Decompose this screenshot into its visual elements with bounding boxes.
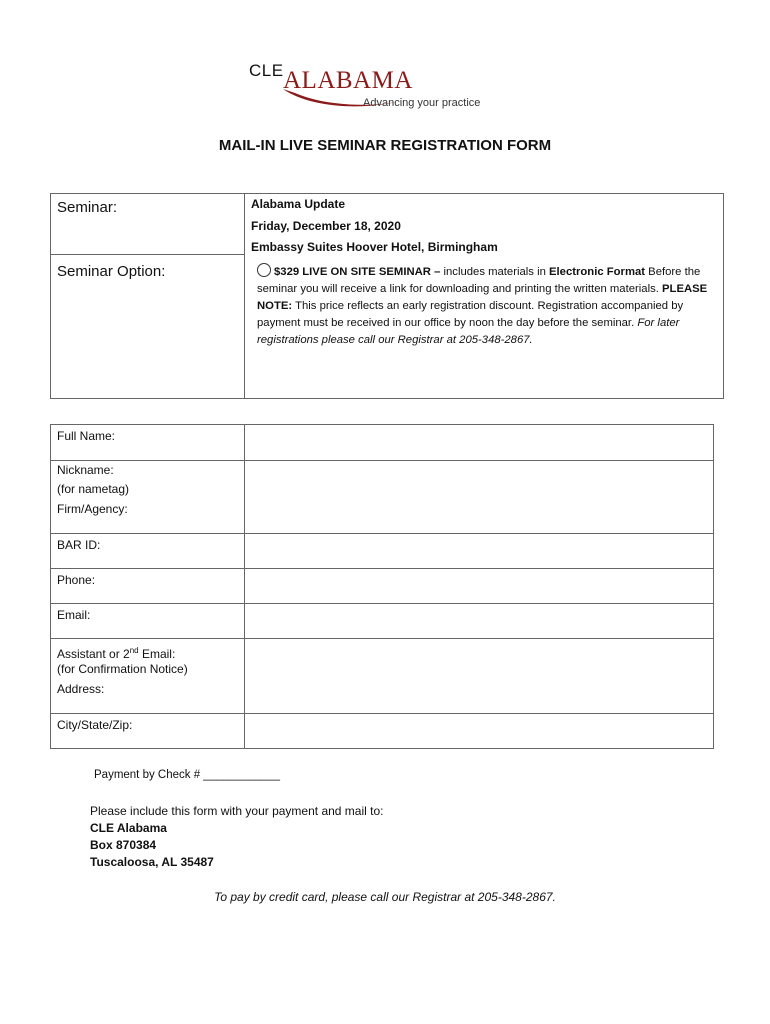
payment-check-line: Payment by Check # ____________	[94, 769, 281, 781]
option-note-label: PLEASE NOTE:	[257, 283, 708, 312]
option-price-title: $329 LIVE ON SITE SEMINAR –	[274, 266, 441, 278]
option-format: Electronic Format	[549, 266, 646, 278]
option-text-2: Before the seminar you will receive a link for downloading and printing the written materials.	[257, 266, 701, 295]
column-divider	[244, 194, 245, 398]
firm-label: Firm/Agency:	[57, 502, 128, 516]
row-divider	[51, 254, 244, 255]
mail-address-line-1: CLE Alabama	[90, 821, 167, 835]
city-state-zip-field[interactable]	[245, 714, 713, 748]
seminar-date: Friday, December 18, 2020	[251, 219, 401, 233]
assistant-label-superscript: nd	[129, 646, 139, 655]
assistant-label-part-b: Email:	[138, 647, 176, 661]
seminar-option-text	[257, 263, 713, 349]
option-radio[interactable]	[257, 263, 271, 277]
logo-name: ALABAMA	[283, 67, 413, 94]
seminar-name: Alabama Update	[251, 197, 346, 211]
seminar-venue: Embassy Suites Hoover Hotel, Birmingham	[251, 240, 498, 254]
cle-alabama-logo	[249, 63, 523, 120]
assistant-label-part-a: Assistant or 2	[57, 647, 130, 661]
bar-id-label: BAR ID:	[57, 538, 101, 552]
phone-field[interactable]	[245, 569, 713, 603]
nickname-sublabel: (for nametag)	[57, 482, 130, 496]
full-name-label: Full Name:	[57, 429, 116, 443]
option-text-1: includes materials in	[440, 266, 549, 278]
mail-intro: Please include this form with your payment and mail to:	[90, 804, 384, 818]
assistant-address-field[interactable]	[245, 639, 713, 713]
email-label: Email:	[57, 608, 91, 622]
phone-label: Phone:	[57, 573, 96, 587]
city-state-zip-label: City/State/Zip:	[57, 718, 133, 732]
nickname-firm-field[interactable]	[245, 461, 713, 533]
seminar-box	[50, 193, 724, 399]
page-title: MAIL-IN LIVE SEMINAR REGISTRATION FORM	[218, 137, 552, 154]
seminar-label: Seminar:	[57, 199, 118, 216]
address-label: Address:	[57, 682, 105, 696]
mail-address-line-2: Box 870384	[90, 838, 157, 852]
mail-instructions	[90, 803, 383, 871]
assistant-email-sublabel: (for Confirmation Notice)	[57, 662, 188, 676]
mail-address-line-3: Tuscaloosa, AL 35487	[90, 855, 214, 869]
registration-table	[50, 424, 714, 749]
credit-card-note: To pay by credit card, please call our Registrar at 205-348-2867.	[214, 890, 556, 904]
email-field[interactable]	[245, 604, 713, 638]
logo-prefix: CLE	[249, 61, 284, 80]
option-period: .	[529, 334, 533, 346]
bar-id-field[interactable]	[245, 534, 713, 568]
full-name-field[interactable]	[245, 425, 713, 460]
nickname-label: Nickname:	[57, 463, 114, 477]
logo-tagline: Advancing your practice	[363, 97, 481, 109]
option-text-3: This price reflects an early registration discount. Registration accompanied by payment must be received in our office by noon the day before the seminar.	[257, 300, 684, 329]
seminar-option-label: Seminar Option:	[57, 263, 166, 280]
option-later-note: For later registrations please call our Registrar at 205-348-2867	[257, 317, 680, 346]
